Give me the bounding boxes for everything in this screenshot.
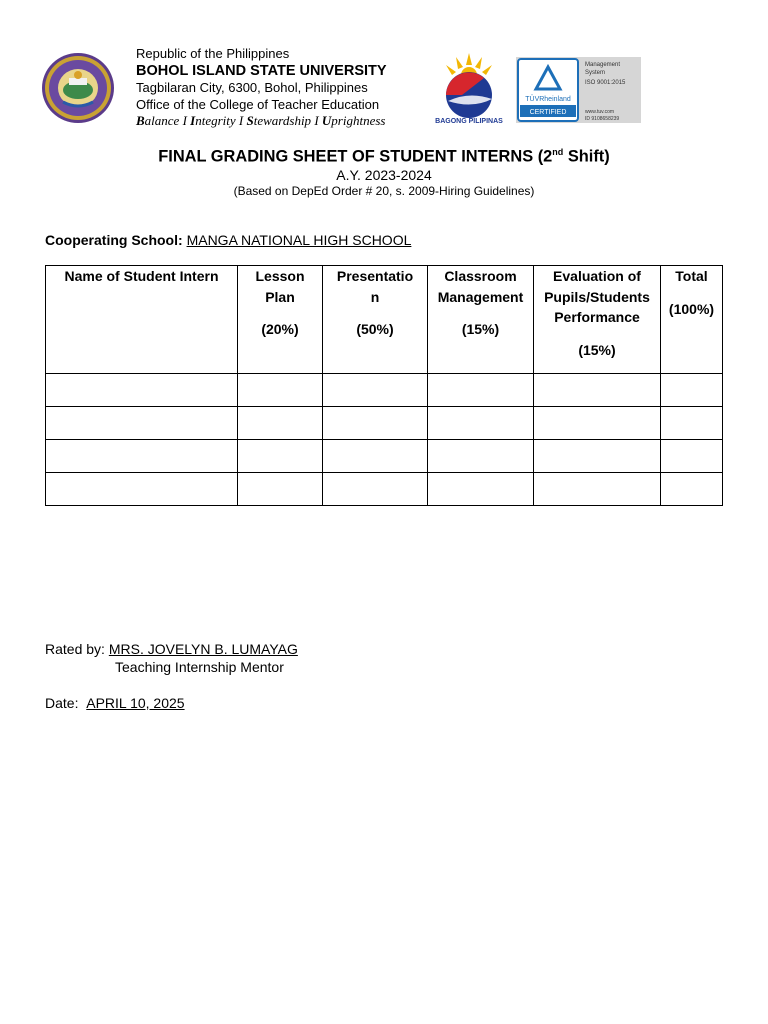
col-header-evaluation: Evaluation of Pupils/Students Performance (15%) [534, 266, 661, 374]
cell-classroom[interactable] [428, 440, 534, 473]
tuv-line1: Management [585, 62, 621, 68]
cell-presentation[interactable] [323, 407, 428, 440]
cell-evaluation[interactable] [534, 374, 661, 407]
col-header-lesson-plan: Lesson Plan (20%) [238, 266, 323, 374]
col-header-name: Name of Student Intern [46, 266, 238, 374]
cell-total[interactable] [661, 440, 723, 473]
republic-line: Republic of the Philippines [136, 46, 290, 61]
motto-line: Balance I Integrity I Stewardship I Uprightness [136, 113, 386, 129]
rated-by-block [45, 641, 298, 676]
date-label: Date: [45, 695, 79, 711]
office-line: Office of the College of Teacher Education [136, 96, 380, 112]
cell-total[interactable] [661, 374, 723, 407]
col-header-classroom-management: Classroom Management (15%) [428, 266, 534, 374]
cell-lesson-plan[interactable] [238, 473, 323, 506]
cell-classroom[interactable] [428, 407, 534, 440]
tuv-line2: System [585, 70, 606, 76]
cell-evaluation[interactable] [534, 473, 661, 506]
bp-logo-label: BAGONG PILIPINAS [435, 118, 503, 125]
grading-table [45, 265, 723, 506]
university-seal-logo [41, 52, 115, 124]
cell-classroom[interactable] [428, 374, 534, 407]
col-header-presentation: Presentatio n (50%) [323, 266, 428, 374]
cooperating-school [45, 232, 411, 248]
cell-name[interactable] [46, 473, 238, 506]
cell-lesson-plan[interactable] [238, 374, 323, 407]
rated-by-label: Rated by: [45, 641, 105, 657]
basis-note: (Based on DepEd Order # 20, s. 2009-Hiring Guidelines) [233, 184, 535, 198]
cell-total[interactable] [661, 473, 723, 506]
rater-name: MRS. JOVELYN B. LUMAYAG [108, 641, 298, 657]
table-row [46, 473, 723, 506]
cell-evaluation[interactable] [534, 440, 661, 473]
cell-name[interactable] [46, 374, 238, 407]
tuv-web: www.tuv.com [585, 109, 615, 115]
cell-presentation[interactable] [323, 440, 428, 473]
document-title: FINAL GRADING SHEET OF STUDENT INTERNS (2nd Shift) [158, 147, 610, 166]
cooperating-school-value: MANGA NATIONAL HIGH SCHOOL [186, 232, 412, 248]
table-row [46, 407, 723, 440]
tuv-certification-badge [516, 57, 641, 123]
cell-presentation[interactable] [323, 374, 428, 407]
academic-year: A.Y. 2023-2024 [336, 167, 432, 183]
col-header-total: Total (100%) [661, 266, 723, 374]
table-row [46, 374, 723, 407]
date-block [45, 695, 185, 711]
table-header-row [46, 266, 723, 374]
table-row [46, 440, 723, 473]
cell-lesson-plan[interactable] [238, 440, 323, 473]
cell-lesson-plan[interactable] [238, 407, 323, 440]
bagong-pilipinas-logo [432, 51, 506, 125]
rater-role: Teaching Internship Mentor [115, 658, 284, 675]
tuv-brand: TÜVRheinland [525, 96, 571, 103]
cell-evaluation[interactable] [534, 407, 661, 440]
tuv-certified: CERTIFIED [529, 109, 567, 116]
cell-name[interactable] [46, 440, 238, 473]
tuv-line3: ISO 9001:2015 [585, 80, 626, 86]
date-value: APRIL 10, 2025 [86, 695, 185, 711]
cell-presentation[interactable] [323, 473, 428, 506]
header-block [136, 46, 387, 130]
address-line: Tagbilaran City, 6300, Bohol, Philippines [136, 80, 368, 96]
tuv-id: ID 9108658239 [585, 116, 620, 122]
cooperating-school-label: Cooperating School: [45, 232, 183, 248]
cell-name[interactable] [46, 407, 238, 440]
university-name: BOHOL ISLAND STATE UNIVERSITY [136, 63, 387, 80]
cell-total[interactable] [661, 407, 723, 440]
cell-classroom[interactable] [428, 473, 534, 506]
